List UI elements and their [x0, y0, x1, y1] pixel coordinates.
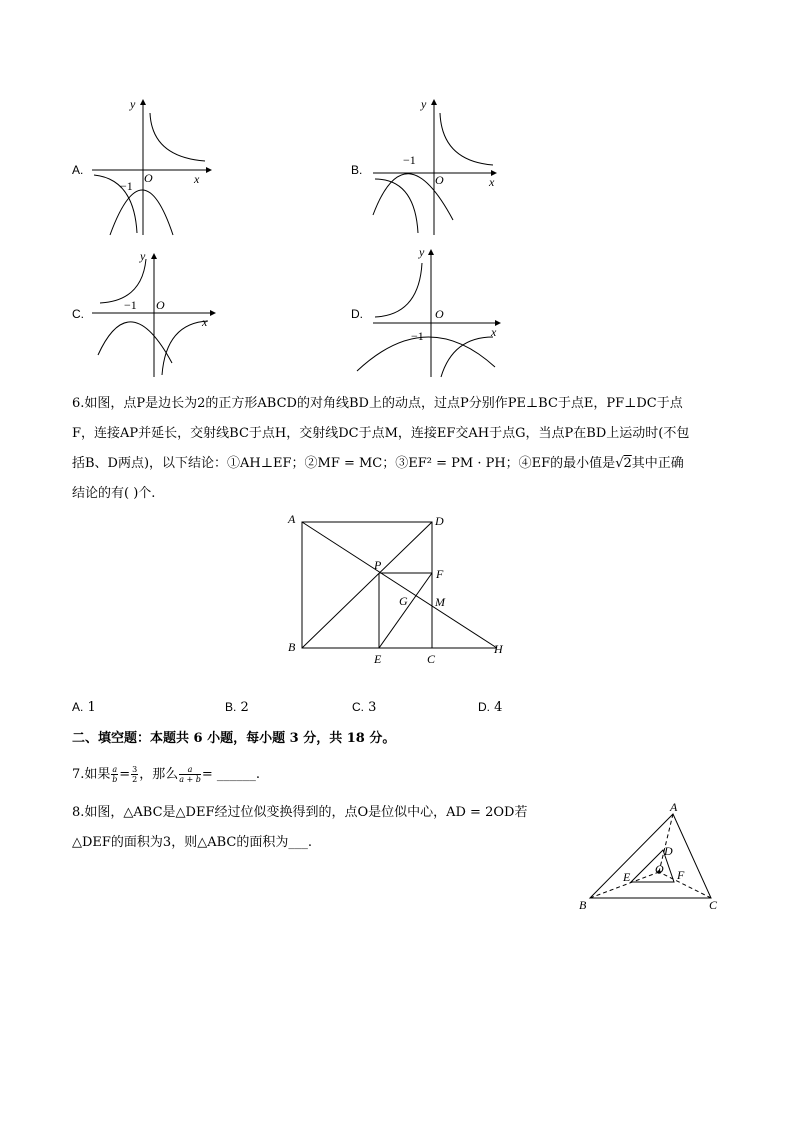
option-letter-c: C.: [72, 307, 84, 321]
q6-label-m: M: [435, 595, 445, 609]
graph-d-svg: [345, 245, 510, 380]
q8-label-c: C: [709, 898, 718, 912]
q6-sqrt-value: 2: [623, 456, 632, 471]
option-letter-a: A.: [72, 163, 84, 177]
option-letter-d: D.: [351, 307, 363, 321]
q6-option-c[interactable]: [352, 694, 376, 721]
q6-label-a: A: [288, 512, 296, 526]
q7-frac3-den: a + b: [179, 775, 201, 784]
q6-label-g: G: [399, 594, 408, 608]
q7-fraction-3-over-2: [131, 765, 138, 784]
q8-homothety-figure: [575, 800, 725, 915]
graph-d-neg1-label: −1: [411, 329, 424, 343]
q7-frac2-num: 3: [132, 765, 138, 774]
graph-a-svg: [60, 95, 220, 240]
q7-mid: ，那么: [139, 767, 179, 782]
graph-a-neg1-label: −1: [120, 179, 133, 193]
graph-option-d: [345, 245, 510, 380]
q6-option-a[interactable]: [72, 694, 96, 721]
graph-d-y-label: y: [419, 245, 425, 259]
graph-b-x-label: x: [489, 175, 495, 189]
q6-label-b: B: [288, 640, 296, 654]
graph-c-y-label: y: [140, 249, 146, 263]
q6-label-p: P: [374, 558, 382, 572]
q6-option-a-value: 1: [87, 700, 96, 715]
graph-b-y-label: y: [421, 97, 427, 111]
q6-option-d[interactable]: [478, 694, 502, 721]
q7-frac2-den: 2: [132, 775, 138, 784]
q6-option-b[interactable]: [225, 694, 249, 721]
sqrt-symbol: √2: [615, 456, 632, 471]
q8-label-b: B: [579, 898, 587, 912]
q7-frac1-den: b: [112, 775, 118, 784]
q7-suffix: = ______.: [201, 767, 261, 782]
graph-option-c: [60, 245, 220, 380]
q8-line-2: △DEF的面积为3，则△ABC的面积为___.: [72, 835, 312, 850]
option-letter-b: B.: [351, 163, 363, 177]
q6-line-3-part-b: 其中正确: [631, 456, 684, 471]
q6-label-e: E: [374, 652, 382, 666]
q6-label-f: F: [436, 567, 444, 581]
q7-prefix: 7.如果: [72, 767, 111, 782]
q7-frac3-num: a: [179, 765, 201, 775]
q6-line-4: 结论的有( )个.: [72, 486, 156, 501]
q8-label-e: E: [623, 870, 631, 884]
q6-option-d-letter: D.: [478, 700, 490, 714]
q6-option-d-value: 4: [494, 700, 503, 715]
q6-line-1: 6.如图，点P是边长为2的正方形ABCD的对角线BD上的动点，过点P分别作PE⊥BC于点E，PF⊥DC于点: [72, 396, 683, 411]
q7-eq: =: [119, 767, 131, 782]
q6-label-d: D: [435, 514, 444, 528]
graph-c-x-label: x: [202, 315, 208, 329]
q7-frac1-num: a: [112, 765, 118, 774]
q6-option-c-letter: C.: [352, 700, 364, 714]
q6-option-b-value: 2: [240, 700, 249, 715]
graph-a-origin-label: O: [144, 171, 153, 185]
q6-square-figure: [282, 510, 512, 670]
q8-figure-svg: [575, 800, 725, 915]
graph-d-x-label: x: [491, 325, 497, 339]
q7-line: [72, 762, 260, 788]
graph-c-origin-label: O: [156, 298, 165, 312]
q6-line-3: [72, 451, 684, 477]
q6-option-c-value: 3: [368, 700, 377, 715]
q6-label-h: H: [494, 642, 503, 656]
graph-option-a: [60, 95, 220, 240]
graph-c-svg: [60, 245, 220, 380]
q8-label-a: A: [670, 800, 678, 814]
q7-fraction-a-over-b: [111, 765, 118, 784]
q8-label-o: O: [655, 862, 664, 876]
q6-line-3-part-a: 括B、D两点)，以下结论：①AH⊥EF；②MF = MC；③EF² = PM · PH；④EF的最小值是: [72, 456, 616, 471]
q6-line-2: F，连接AP并延长，交射线BC于点H，交射线DC于点M，连接EF交AH于点G，当点P在BD上运动时(不包: [72, 426, 690, 441]
graph-b-svg: [345, 95, 510, 240]
graph-a-x-label: x: [194, 172, 200, 186]
graph-c-neg1-label: −1: [124, 298, 137, 312]
q8-label-f: F: [677, 868, 685, 882]
q6-option-a-letter: A.: [72, 700, 84, 714]
q6-figure-svg: [282, 510, 512, 670]
graph-d-origin-label: O: [435, 307, 444, 321]
graph-option-b: [345, 95, 510, 240]
q8-label-d: D: [664, 844, 673, 858]
q6-label-c: C: [427, 652, 436, 666]
q8-line-1: 8.如图，△ABC是△DEF经过位似变换得到的，点O是位似中心，AD = 2OD若: [72, 805, 528, 820]
graph-b-neg1-label: −1: [403, 153, 416, 167]
graph-a-y-label: y: [130, 97, 136, 111]
q7-fraction-a-over-apb: [179, 765, 201, 784]
q6-option-b-letter: B.: [225, 700, 237, 714]
graph-b-origin-label: O: [435, 173, 444, 187]
section-2-heading: 二、填空题：本题共 6 小题，每小题 3 分，共 18 分。: [72, 731, 396, 746]
